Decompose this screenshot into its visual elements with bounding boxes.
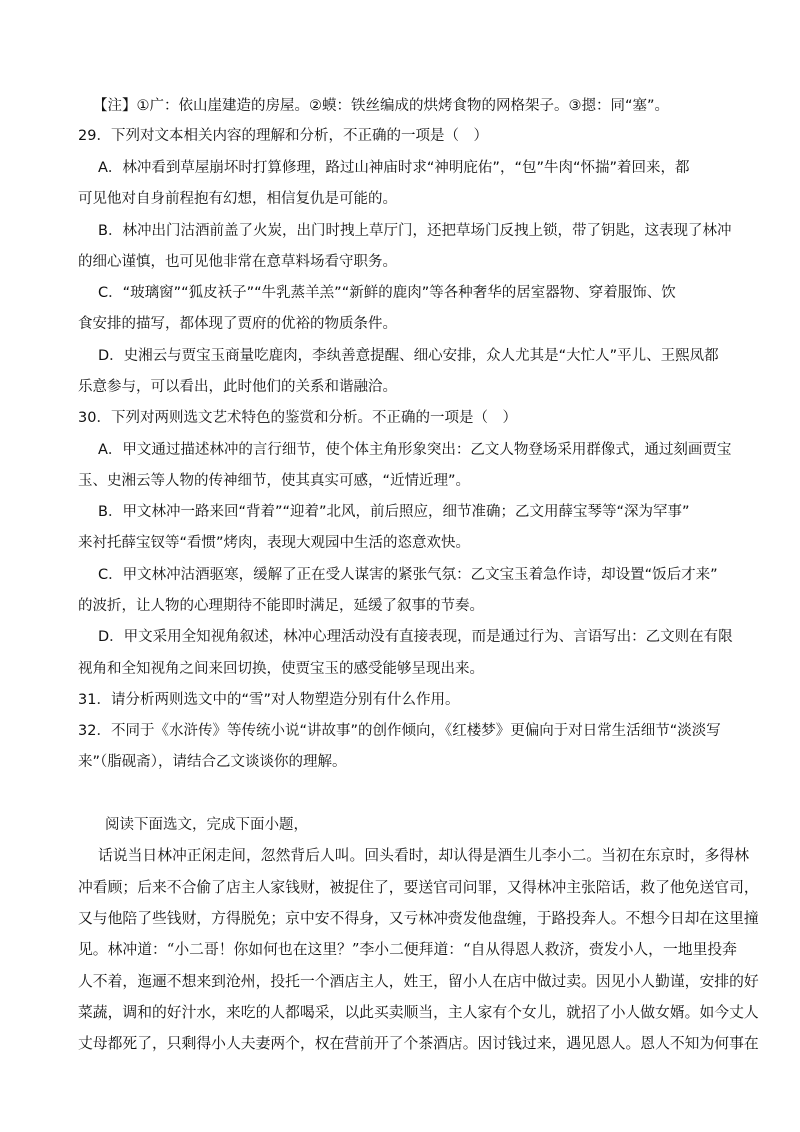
- question-30-option-b: B．甲文林冲一路来回“背着”“迎着”北风，前后照应，细节准确；乙文用薛宝琴等“深为罕事”: [98, 504, 690, 520]
- passage-line: 话说当日林冲正闲走间，忽然背后人叫。回头看时，却认得是酒生儿李小二。当初在东京时，多得林: [98, 847, 750, 864]
- question-30-option-a-cont: 玉、史湘云等人物的传神细节，使其真实可感，“近情近理”。: [78, 473, 471, 489]
- passage-line: 又与他陪了些钱财，方得脱免；京中安不得身，又亏林冲赍发他盘缠，于路投奔人。不想今日却在这里撞: [78, 910, 759, 927]
- passage-line: 见。林冲道：“小二哥！你如何也在这里？”李小二便拜道：“自从得恩人救济，赍发小人，一地里投奔: [78, 941, 737, 958]
- passage-line: 菜蔬，调和的好汁水，来吃的人都喝采，以此买卖顺当，主人家有个女儿，就招了小人做女婿。如今丈人: [78, 1004, 759, 1021]
- question-29-option-a-cont: 可见他对自身前程抱有幻想，相信复仇是可能的。: [78, 191, 397, 207]
- question-29-stem: 29．下列对文本相关内容的理解和分析，不正确的一项是（ ）: [78, 128, 488, 144]
- question-29-option-d-cont: 乐意参与，可以看出，此时他们的关系和谐融洽。: [78, 379, 397, 395]
- question-29-option-c: C．“玻璃窗”“狐皮袄子”“牛乳蒸羊羔”“新鲜的鹿肉”等各种奢华的居室器物、穿着服饰、饮: [98, 285, 676, 301]
- question-30-option-d-cont: 视角和全知视角之间来回切换，使贾宝玉的感受能够呈现出来。: [78, 661, 484, 677]
- question-30-option-b-cont: 来衬托薛宝钗等“看惯”烤肉，表现大观园中生活的恣意欢快。: [78, 535, 471, 551]
- question-29-option-d: D．史湘云与贾宝玉商量吃鹿肉，李纨善意提醒、细心安排，众人尤其是“大忙人”平儿、王熙凤都: [98, 348, 719, 364]
- question-29-option-b: B．林冲出门沽酒前盖了火炭，出门时拽上草厅门，还把草场门反拽上锁，带了钥匙，这表现了林冲: [98, 223, 732, 239]
- passage-line: 丈母都死了，只剩得小人夫妻两个，权在营前开了个茶酒店。因讨钱过来，遇见恩人。恩人不知为何事在: [78, 1035, 759, 1052]
- question-32-cont: 来”（脂砚斋），请结合乙文谈谈你的理解。: [78, 754, 347, 770]
- question-30-option-c-cont: 的波折，让人物的心理期待不能即时满足，延缓了叙事的节奏。: [78, 598, 484, 614]
- passage-line: 人不着，迤逦不想来到沧州，投托一个酒店主人，姓王，留小人在店中做过卖。因见小人勤谨，安排的好: [78, 973, 759, 990]
- annotation-note: 【注】①广：依山崖建造的房屋。②蟆：铁丝编成的烘烤食物的网格架子。③摁：同“塞”。: [93, 98, 670, 114]
- question-29-option-b-cont: 的细心谨慎，也可见他非常在意草料场看守职务。: [78, 254, 397, 270]
- question-30-option-a: A．甲文通过描述林冲的言行细节，使个体主角形象突出：乙文人物登场采用群像式，通过刻画贾宝: [98, 442, 732, 458]
- question-30-option-c: C．甲文林冲沽酒驱寒，缓解了正在受人谋害的紧张气氛：乙文宝玉着急作诗，却设置“饭后才来”: [98, 567, 718, 583]
- passage-line: 冲看顾；后来不合偷了店主人家钱财，被捉住了，要送官司问罪，又得林冲主张陪话，救了他免送官司，: [78, 879, 759, 896]
- question-32: 32．不同于《水浒传》等传统小说“讲故事”的创作倾向，《红楼梦》更偏向于对日常生活细节“淡淡写: [78, 723, 721, 739]
- question-31: 31．请分析两则选文中的“雪”对人物塑造分别有什么作用。: [78, 692, 460, 708]
- question-29-option-a: A．林冲看到草屋崩坏时打算修理，路过山神庙时求“神明庇佑”，“包”牛肉“怀揣”着回来，都: [98, 160, 690, 176]
- question-29-option-c-cont: 食安排的描写，都体现了贾府的优裕的物质条件。: [78, 316, 397, 332]
- question-30-stem: 30．下列对两则选文艺术特色的鉴赏和分析。不正确的一项是（ ）: [78, 410, 517, 426]
- question-30-option-d: D．甲文采用全知视角叙述，林冲心理活动没有直接表现，而是通过行为、言语写出：乙文则在有限: [98, 629, 733, 645]
- reading-intro: 阅读下面选文，完成下面小题，: [105, 817, 308, 833]
